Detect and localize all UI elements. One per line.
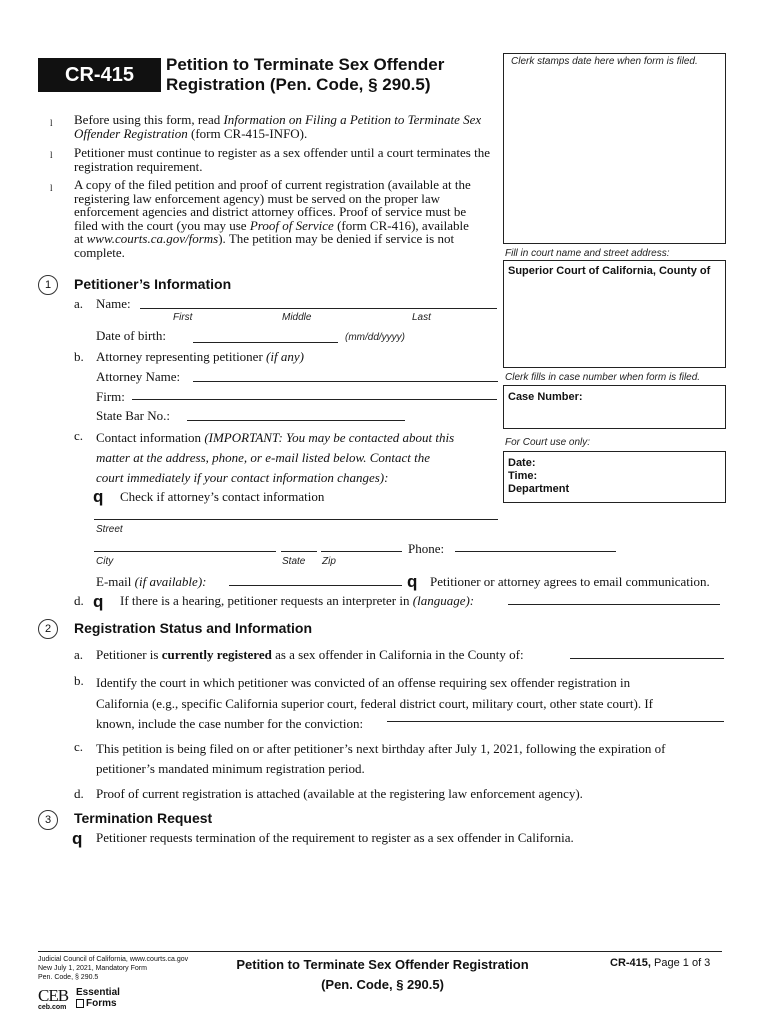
footer-title-line1: Petition to Terminate Sex Offender Registration [236,957,529,972]
termination-request-checkbox[interactable]: q [72,829,83,848]
section-3-number: 3 [38,810,58,830]
footer-form-id: CR-415, [610,957,651,969]
email-field[interactable] [229,585,402,586]
section-2-number: 2 [38,619,58,639]
instruction-3: A copy of the filed petition and proof of current registration (available at the registering law enforcement agency) must be served on the proper law enforcement agencies and district attorney offices. Proof of service must be filed with the court (you may use Proof of Service (form CR-416), available at www.courts.ca.gov/forms). The petition may be denied if service is not complete. [74,177,471,260]
footer-title-line2: (Pen. Code, § 290.5) [321,977,444,992]
last-name-hint: Last [412,312,431,323]
item-2d-label: d. [74,786,84,801]
attorney-contact-checkbox[interactable]: q [93,487,104,506]
state-bar-field[interactable] [187,420,405,421]
firm-field[interactable] [132,399,497,400]
attorney-contact-label: Check if attorney’s contact information [120,489,325,504]
instruction-1: Before using this form, read Information on Filing a Petition to Terminate Sex Offender Registration (form CR-415-INFO). [74,112,482,141]
phone-field[interactable] [455,551,616,552]
case-number: Case Number: [508,391,583,403]
dob-field[interactable] [193,342,338,343]
termination-request-text: Petitioner requests termination of the requirement to register as a sex offender in California. [96,830,574,845]
bullet-icon: l [50,183,53,193]
court-department-label: Department [508,483,570,495]
ceb-logo [38,988,68,1011]
name-label: Name: [96,296,131,311]
proof-registration-text: Proof of current registration is attached (available at the registering law enforcement agency). [96,786,583,801]
registration-county-text: Petitioner is currently registered as a sex offender in California in the County of: [96,647,524,662]
email-agree-label: Petitioner or attorney agrees to email communication. [430,574,710,589]
form-title-line1: Petition to Terminate Sex Offender [166,55,445,74]
section-1-title: Petitioner’s Information [74,276,232,292]
attorney-rep-label: Attorney representing petitioner (if any) [96,349,304,364]
interpreter-language-field[interactable] [508,604,720,605]
ceb-logo-text: CEB [38,986,69,1005]
middle-name-hint: Middle [282,312,312,323]
item-c-label: c. [74,428,84,443]
form-title-line2: Registration (Pen. Code, § 290.5) [166,75,431,94]
form-title [166,55,444,95]
zip-hint: Zip [322,556,336,567]
item-2b-label: b. [74,673,84,688]
court-use-fields [508,457,569,496]
form-id: CR-415 [65,64,134,86]
phone-label: Phone: [408,541,445,556]
essential-logo-text: Essential [76,987,120,998]
state-bar-label: State Bar No.: [96,408,171,423]
state-field[interactable] [281,551,317,552]
street-field[interactable] [94,519,498,520]
attorney-name-field[interactable] [193,381,498,382]
court-name: Superior Court of California, County of [508,265,711,277]
email-label: E-mail (if available): [96,574,207,589]
footer-title [210,955,555,995]
city-hint: City [96,556,114,567]
forms-logo-icon [76,999,84,1008]
conviction-court-field[interactable] [387,721,724,722]
form-id-badge [38,58,161,92]
footer-page [610,957,710,969]
firm-label: Firm: [96,389,125,404]
section-1-number: 1 [38,275,58,295]
footer-revision: New July 1, 2021, Mandatory Form [38,965,147,972]
item-d-label: d. [74,593,84,608]
item-2a-label: a. [74,647,84,662]
zip-field[interactable] [321,551,402,552]
footer-code: Pen. Code, § 290.5 [38,974,99,981]
ceb-logo-sub: ceb.com [38,1004,67,1011]
state-hint: State [282,556,306,567]
page-number: Page 1 of 3 [654,957,711,969]
court-date-label: Date: [508,457,536,469]
footer-rule [38,951,722,952]
section-2-title: Registration Status and Information [74,620,313,636]
interpreter-checkbox[interactable]: q [93,592,104,611]
filing-timing-text: This petition is being filed on or after petitioner’s next birthday after July 1, 2021, following the expiration of petitioner’s mandated minimum registration period. [96,741,666,776]
clerk-stamp-label: Clerk stamps date here when form is filed. [511,56,698,67]
street-hint: Street [96,524,123,535]
dob-hint: (mm/dd/yyyy) [345,332,405,343]
bullet-icon: l [50,118,53,128]
registration-county-field[interactable] [570,658,724,659]
court-time-label: Time: [508,470,538,482]
email-agree-checkbox[interactable]: q [407,572,418,591]
name-field[interactable] [140,308,497,309]
footer-publisher: Judicial Council of California, www.courts.ca.gov [38,956,189,963]
item-2c-label: c. [74,739,84,754]
forms-logo-text: Forms [86,998,117,1009]
bullet-icon: l [50,150,53,160]
item-a-label: a. [74,296,84,311]
footer-left [38,955,188,982]
attorney-name-label: Attorney Name: [96,369,181,384]
conviction-court-text: Identify the court in which petitioner was convicted of an offense requiring sex offender registration in California (e.g., specific California superior court, federal district court, military court, other state court). If known, include the case number for the conviction: [96,675,653,731]
case-number-label: Clerk fills in case number when form is filed. [505,372,701,383]
essential-forms-logo [76,987,120,1009]
dob-label: Date of birth: [96,328,167,343]
clerk-stamp-box[interactable] [503,53,726,244]
city-field[interactable] [94,551,276,552]
court-name-label: Fill in court name and street address: [505,248,670,259]
instruction-2: Petitioner must continue to register as a sex offender until a court terminates the registration requirement. [74,145,490,174]
interpreter-label: If there is a hearing, petitioner requests an interpreter in (language): [120,593,475,608]
first-name-hint: First [173,312,193,323]
contact-info-text: Contact information (IMPORTANT: You may be contacted about this matter at the address, phone, or e-mail listed below. Contact the court immediately if your contact information changes): [96,430,455,485]
item-b-label: b. [74,349,84,364]
court-use-label: For Court use only: [505,437,591,448]
section-3-title: Termination Request [74,810,213,826]
